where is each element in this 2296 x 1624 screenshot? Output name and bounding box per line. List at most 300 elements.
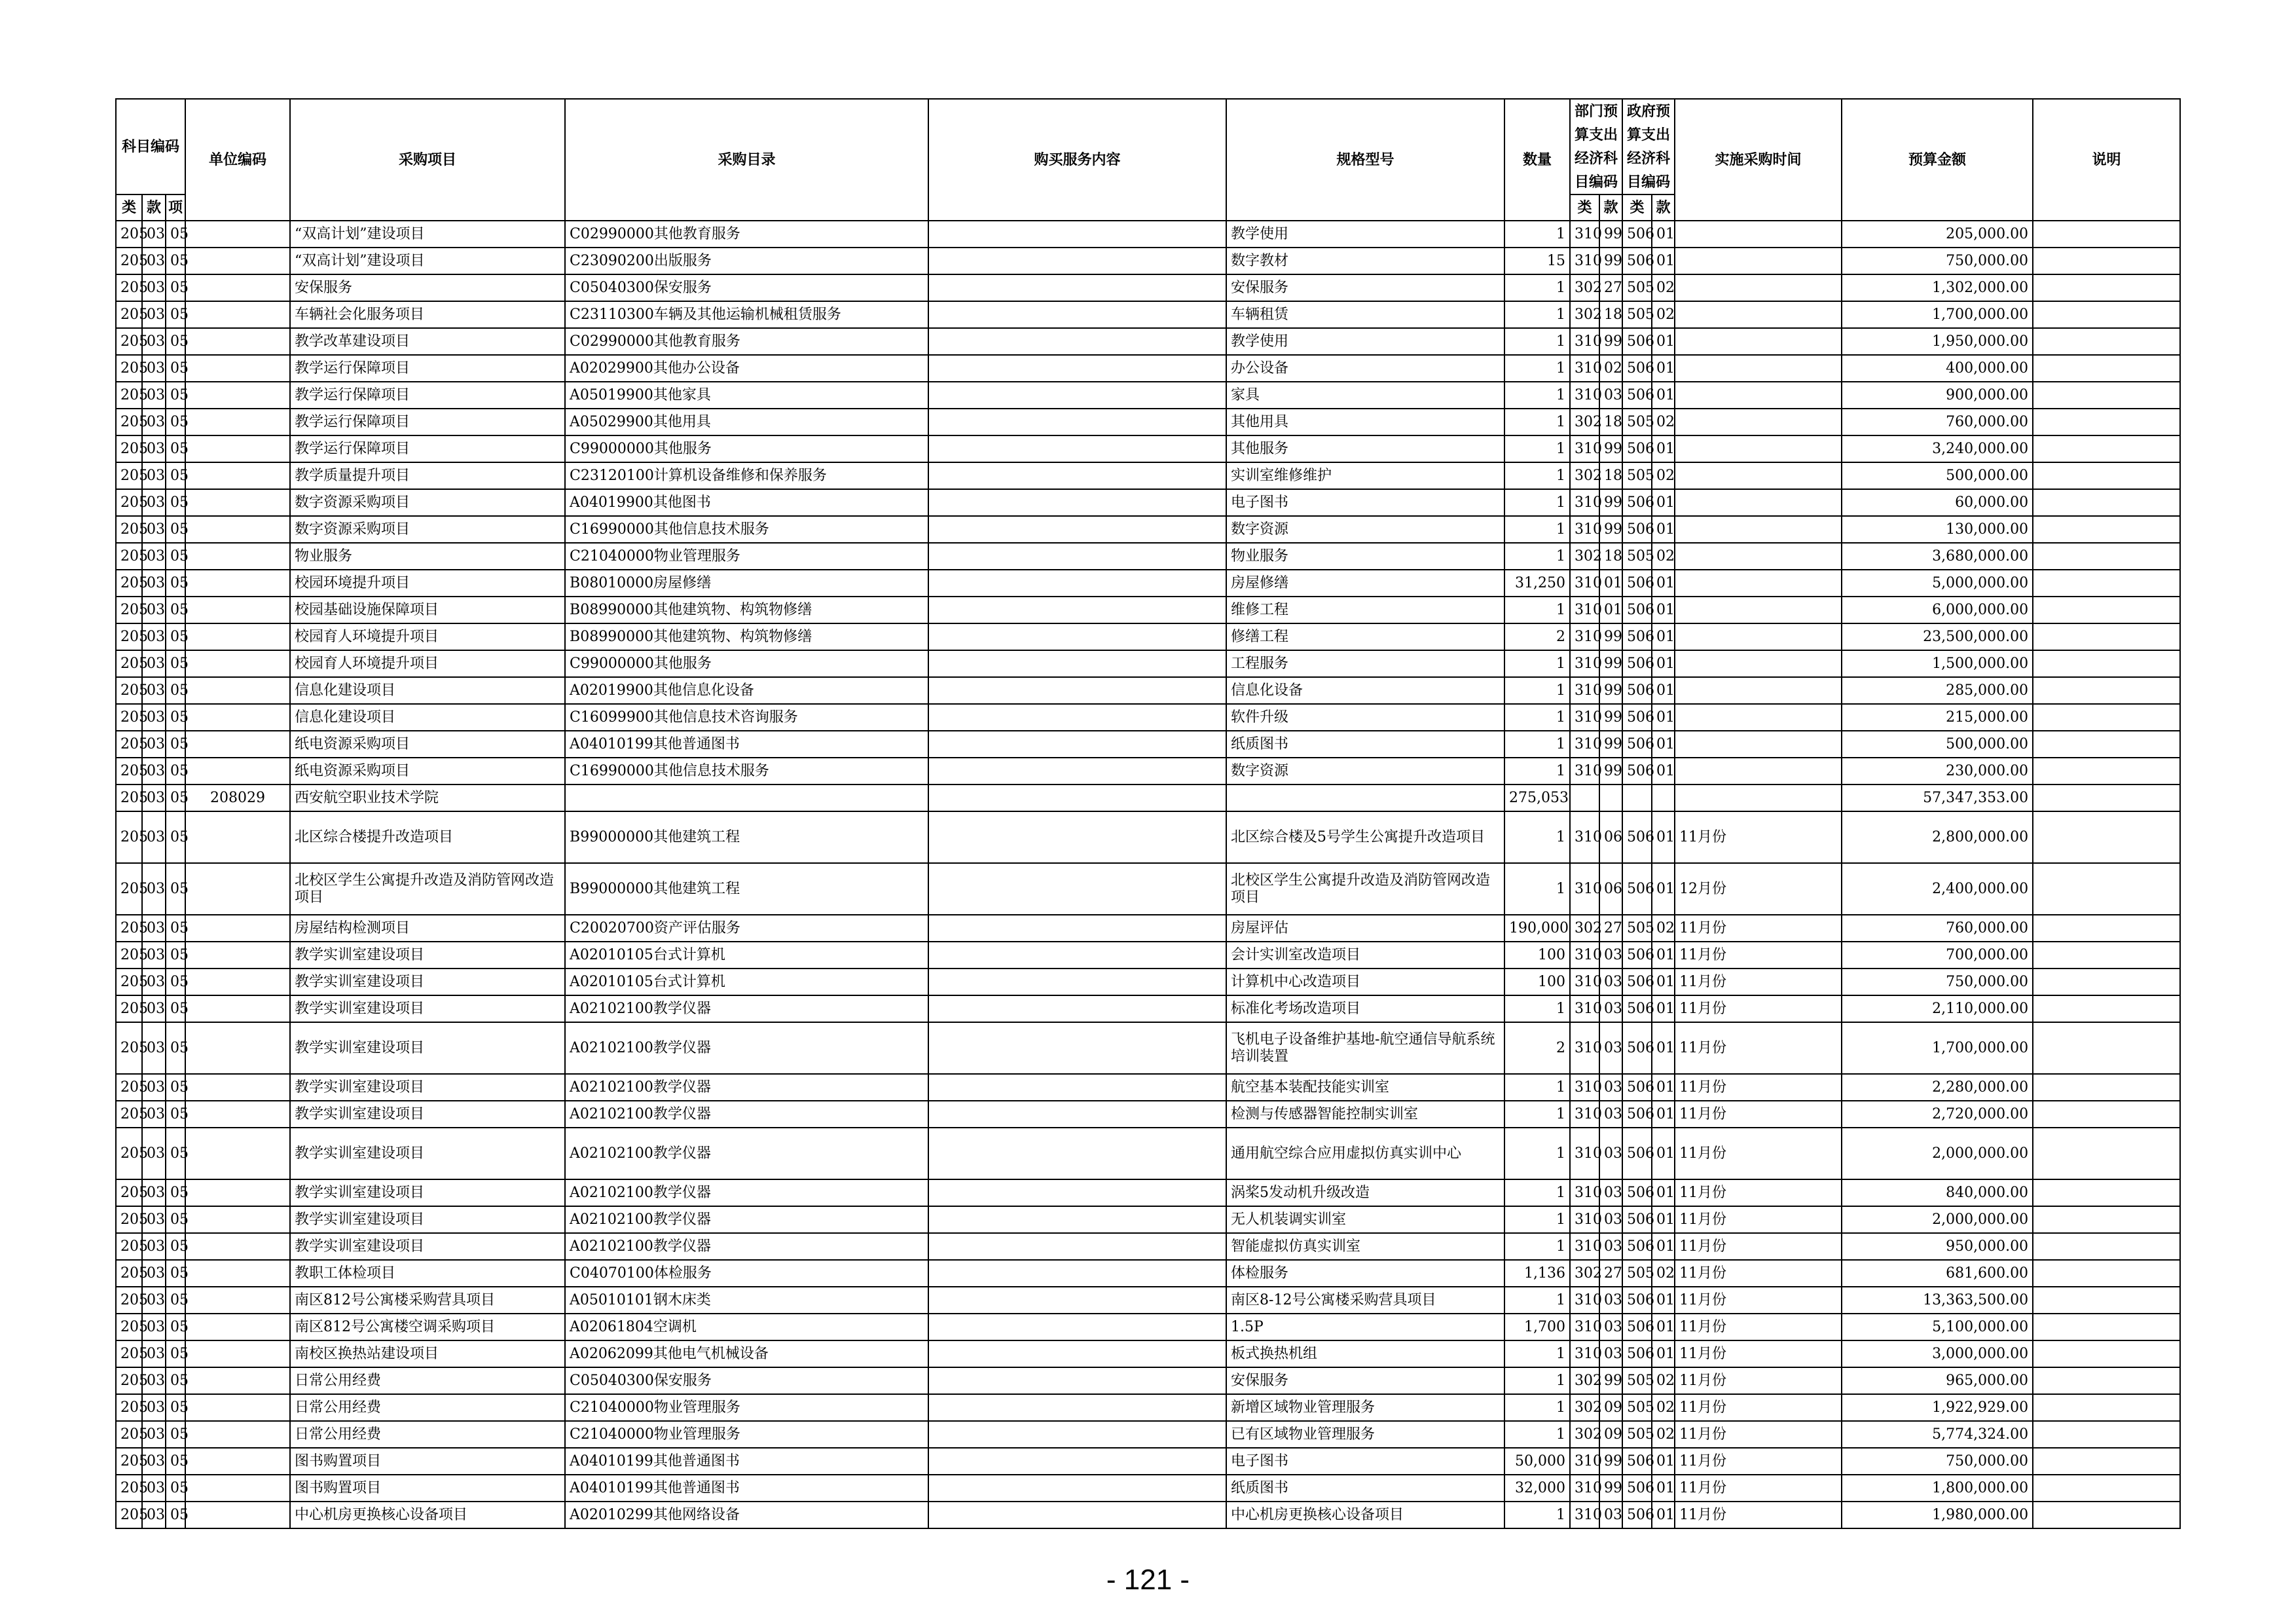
cell-qty: 1 [1504,1502,1570,1528]
cell-qty: 1 [1504,328,1570,355]
header-xiang: 项 [166,194,185,221]
cell-gov-kuan: 01 [1652,435,1675,462]
cell-gov-lei: 506 [1622,942,1652,969]
table-row [116,462,2180,489]
cell-dept-kuan: 99 [1599,1367,1622,1394]
cell-qty: 1 [1504,1179,1570,1206]
cell-note [2033,489,2180,516]
cell-service [928,1074,1226,1101]
cell-dept-lei [1570,784,1599,811]
cell-gov-kuan: 02 [1652,915,1675,942]
cell-catalog: B08990000其他建筑物、构筑物修缮 [565,623,928,650]
cell-qty: 1 [1504,409,1570,435]
cell-note [2033,863,2180,915]
cell-kuan: 03 [142,248,166,274]
cell-gov-kuan: 01 [1652,863,1675,915]
cell-unit-code [185,462,290,489]
cell-note [2033,758,2180,784]
header-spec: 规格型号 [1226,99,1504,221]
cell-dept-kuan: 09 [1599,1421,1622,1448]
cell-unit-code [185,1475,290,1502]
cell-service [928,650,1226,677]
cell-qty: 1 [1504,731,1570,758]
cell-catalog: B08990000其他建筑物、构筑物修缮 [565,597,928,623]
cell-xiang: 05 [166,1448,185,1475]
cell-project: 教学改革建设项目 [290,328,565,355]
cell-project: 北区综合楼提升改造项目 [290,811,565,863]
cell-dept-lei: 310 [1570,382,1599,409]
cell-gov-lei: 506 [1622,1287,1652,1314]
cell-time [1675,248,1842,274]
cell-project: 北校区学生公寓提升改造及消防管网改造项目 [290,863,565,915]
cell-lei: 205 [116,1340,142,1367]
table-row [116,1128,2180,1179]
cell-xiang: 05 [166,1340,185,1367]
cell-unit-code [185,1367,290,1394]
cell-note [2033,623,2180,650]
table-row [116,863,2180,915]
cell-service [928,570,1226,597]
cell-lei: 205 [116,677,142,704]
cell-gov-lei: 505 [1622,409,1652,435]
cell-note [2033,1314,2180,1340]
cell-gov-kuan: 02 [1652,1367,1675,1394]
cell-dept-lei: 310 [1570,355,1599,382]
cell-unit-code [185,704,290,731]
cell-qty: 1 [1504,1128,1570,1179]
cell-unit-code [185,995,290,1022]
cell-xiang: 05 [166,516,185,543]
cell-spec: 板式换热机组 [1226,1340,1504,1367]
cell-xiang: 05 [166,623,185,650]
cell-dept-kuan: 99 [1599,650,1622,677]
cell-dept-lei: 310 [1570,677,1599,704]
header-gov-kuan: 款 [1652,194,1675,221]
cell-unit-code [185,221,290,248]
cell-service [928,1233,1226,1260]
cell-amount: 2,110,000.00 [1842,995,2033,1022]
cell-amount: 2,800,000.00 [1842,811,2033,863]
cell-project: 安保服务 [290,274,565,301]
cell-project: 纸电资源采购项目 [290,731,565,758]
cell-amount: 500,000.00 [1842,731,2033,758]
cell-project: 校园育人环境提升项目 [290,650,565,677]
cell-spec [1226,784,1504,811]
cell-project: 教学实训室建设项目 [290,969,565,995]
cell-service [928,1206,1226,1233]
cell-time: 11月份 [1675,1367,1842,1394]
cell-time: 11月份 [1675,1101,1842,1128]
cell-lei: 205 [116,1260,142,1287]
header-project: 采购项目 [290,99,565,221]
cell-service [928,1448,1226,1475]
cell-dept-lei: 310 [1570,731,1599,758]
cell-kuan: 03 [142,1421,166,1448]
cell-spec: 安保服务 [1226,274,1504,301]
cell-qty: 15 [1504,248,1570,274]
cell-catalog: C21040000物业管理服务 [565,1421,928,1448]
cell-time: 11月份 [1675,1206,1842,1233]
table-row [116,995,2180,1022]
cell-gov-lei: 506 [1622,1128,1652,1179]
cell-amount: 2,720,000.00 [1842,1101,2033,1128]
cell-note [2033,597,2180,623]
cell-catalog: A02019900其他信息化设备 [565,677,928,704]
cell-qty: 32,000 [1504,1475,1570,1502]
cell-service [928,969,1226,995]
cell-spec: 会计实训室改造项目 [1226,942,1504,969]
cell-xiang: 05 [166,597,185,623]
cell-qty: 1 [1504,1287,1570,1314]
cell-catalog: B08010000房屋修缮 [565,570,928,597]
cell-catalog: C16990000其他信息技术服务 [565,516,928,543]
cell-gov-lei: 506 [1622,1448,1652,1475]
cell-gov-lei: 506 [1622,382,1652,409]
cell-project: 教学运行保障项目 [290,435,565,462]
cell-spec: 数字资源 [1226,758,1504,784]
cell-unit-code [185,969,290,995]
cell-catalog: A02010299其他网络设备 [565,1502,928,1528]
cell-xiang: 05 [166,1475,185,1502]
cell-catalog: A04010199其他普通图书 [565,1475,928,1502]
cell-spec: 维修工程 [1226,597,1504,623]
cell-lei: 205 [116,516,142,543]
cell-spec: 其他用具 [1226,409,1504,435]
cell-dept-kuan: 99 [1599,435,1622,462]
cell-dept-kuan: 03 [1599,1101,1622,1128]
cell-xiang: 05 [166,731,185,758]
cell-time [1675,543,1842,570]
cell-lei: 205 [116,995,142,1022]
cell-xiang: 05 [166,301,185,328]
cell-unit-code [185,301,290,328]
cell-spec: 北区综合楼及5号学生公寓提升改造项目 [1226,811,1504,863]
cell-service [928,995,1226,1022]
cell-unit-code [185,811,290,863]
cell-note [2033,995,2180,1022]
table-row [116,1394,2180,1421]
cell-gov-kuan: 01 [1652,1314,1675,1340]
cell-xiang: 05 [166,942,185,969]
cell-kuan: 03 [142,942,166,969]
cell-qty: 1 [1504,435,1570,462]
cell-gov-lei: 506 [1622,863,1652,915]
cell-lei: 205 [116,248,142,274]
cell-note [2033,1206,2180,1233]
cell-gov-lei: 505 [1622,1367,1652,1394]
cell-project: “双高计划”建设项目 [290,248,565,274]
cell-lei: 205 [116,221,142,248]
cell-catalog: C05040300保安服务 [565,274,928,301]
cell-lei: 205 [116,1448,142,1475]
cell-spec: 房屋评估 [1226,915,1504,942]
cell-kuan: 03 [142,1179,166,1206]
cell-unit-code [185,597,290,623]
cell-gov-kuan: 02 [1652,1394,1675,1421]
cell-kuan: 03 [142,1287,166,1314]
cell-gov-lei: 506 [1622,489,1652,516]
cell-catalog: A02102100教学仪器 [565,995,928,1022]
cell-qty: 1 [1504,1233,1570,1260]
table-row [116,301,2180,328]
cell-dept-kuan: 18 [1599,462,1622,489]
cell-dept-lei: 302 [1570,462,1599,489]
table-row [116,1022,2180,1074]
cell-dept-lei: 310 [1570,221,1599,248]
cell-project: 教学运行保障项目 [290,355,565,382]
cell-dept-lei: 310 [1570,570,1599,597]
cell-unit-code [185,731,290,758]
cell-amount: 1,922,929.00 [1842,1394,2033,1421]
cell-gov-kuan: 01 [1652,942,1675,969]
cell-qty: 1 [1504,1367,1570,1394]
cell-kuan: 03 [142,570,166,597]
cell-project: 教学实训室建设项目 [290,995,565,1022]
cell-dept-kuan: 18 [1599,543,1622,570]
cell-gov-lei: 506 [1622,435,1652,462]
cell-lei: 205 [116,543,142,570]
cell-dept-lei: 302 [1570,1394,1599,1421]
cell-qty: 50,000 [1504,1448,1570,1475]
cell-lei: 205 [116,462,142,489]
cell-gov-lei: 505 [1622,915,1652,942]
cell-lei: 205 [116,650,142,677]
cell-lei: 205 [116,355,142,382]
cell-dept-lei: 310 [1570,597,1599,623]
cell-gov-lei: 505 [1622,1260,1652,1287]
cell-kuan: 03 [142,677,166,704]
cell-lei: 205 [116,969,142,995]
cell-gov-kuan [1652,784,1675,811]
cell-unit-code [185,758,290,784]
cell-unit-code [185,1502,290,1528]
cell-kuan: 03 [142,1475,166,1502]
cell-dept-kuan: 99 [1599,758,1622,784]
cell-qty: 1 [1504,1074,1570,1101]
cell-unit-code [185,650,290,677]
cell-gov-kuan: 01 [1652,1128,1675,1179]
cell-gov-kuan: 01 [1652,811,1675,863]
cell-gov-lei: 506 [1622,1314,1652,1340]
cell-dept-lei: 302 [1570,409,1599,435]
cell-kuan: 03 [142,1502,166,1528]
cell-qty: 1 [1504,995,1570,1022]
cell-dept-kuan: 03 [1599,942,1622,969]
cell-amount: 60,000.00 [1842,489,2033,516]
cell-catalog: C99000000其他服务 [565,650,928,677]
cell-note [2033,811,2180,863]
cell-catalog: A02010105台式计算机 [565,942,928,969]
cell-dept-lei: 310 [1570,1101,1599,1128]
cell-dept-kuan: 03 [1599,1022,1622,1074]
cell-gov-lei: 506 [1622,1502,1652,1528]
cell-project: 车辆社会化服务项目 [290,301,565,328]
cell-xiang: 05 [166,355,185,382]
cell-dept-lei: 302 [1570,1421,1599,1448]
cell-amount: 750,000.00 [1842,248,2033,274]
cell-lei: 205 [116,1128,142,1179]
cell-gov-kuan: 01 [1652,1448,1675,1475]
cell-kuan: 03 [142,969,166,995]
header-time: 实施采购时间 [1675,99,1842,221]
cell-xiang: 05 [166,650,185,677]
cell-dept-lei: 310 [1570,1314,1599,1340]
table-row [116,543,2180,570]
cell-time [1675,623,1842,650]
table-row [116,1101,2180,1128]
cell-lei: 205 [116,1287,142,1314]
cell-project: 西安航空职业技术学院 [290,784,565,811]
cell-amount: 681,600.00 [1842,1260,2033,1287]
table-row [116,1421,2180,1448]
cell-time: 11月份 [1675,1421,1842,1448]
header-service: 购买服务内容 [928,99,1226,221]
table-row [116,915,2180,942]
cell-kuan: 03 [142,1448,166,1475]
cell-spec: 纸质图书 [1226,1475,1504,1502]
cell-gov-kuan: 01 [1652,516,1675,543]
cell-xiang: 05 [166,1287,185,1314]
table-row [116,969,2180,995]
cell-dept-lei: 310 [1570,623,1599,650]
table-row [116,677,2180,704]
cell-qty: 1,136 [1504,1260,1570,1287]
cell-catalog: C04070100体检服务 [565,1260,928,1287]
cell-xiang: 05 [166,1101,185,1128]
cell-amount: 840,000.00 [1842,1179,2033,1206]
cell-xiang: 05 [166,1421,185,1448]
cell-gov-lei: 505 [1622,1421,1652,1448]
cell-xiang: 05 [166,248,185,274]
cell-note [2033,1287,2180,1314]
cell-spec: 通用航空综合应用虚拟仿真实训中心 [1226,1128,1504,1179]
cell-gov-kuan: 01 [1652,248,1675,274]
cell-project: 纸电资源采购项目 [290,758,565,784]
cell-note [2033,704,2180,731]
cell-gov-lei: 506 [1622,995,1652,1022]
cell-unit-code [185,1421,290,1448]
cell-gov-lei: 506 [1622,516,1652,543]
cell-lei: 205 [116,274,142,301]
table-row [116,221,2180,248]
cell-time [1675,704,1842,731]
cell-catalog: A02102100教学仪器 [565,1074,928,1101]
cell-gov-kuan: 02 [1652,462,1675,489]
cell-spec: 修缮工程 [1226,623,1504,650]
cell-project: 南区812号公寓楼空调采购项目 [290,1314,565,1340]
cell-qty: 1 [1504,1421,1570,1448]
cell-gov-lei: 506 [1622,811,1652,863]
cell-amount: 500,000.00 [1842,462,2033,489]
cell-service [928,677,1226,704]
cell-dept-kuan: 03 [1599,969,1622,995]
cell-spec: 教学使用 [1226,221,1504,248]
cell-unit-code [185,1074,290,1101]
cell-unit-code [185,382,290,409]
cell-spec: 飞机电子设备维护基地-航空通信导航系统培训装置 [1226,1022,1504,1074]
table-row [116,328,2180,355]
cell-time [1675,650,1842,677]
cell-note [2033,650,2180,677]
cell-note [2033,1340,2180,1367]
table-row [116,942,2180,969]
cell-lei: 205 [116,382,142,409]
cell-project: 教学实训室建设项目 [290,1022,565,1074]
cell-lei: 205 [116,1101,142,1128]
cell-gov-kuan: 02 [1652,1260,1675,1287]
cell-dept-lei: 302 [1570,1260,1599,1287]
cell-dept-kuan: 03 [1599,1074,1622,1101]
table-row [116,516,2180,543]
cell-lei: 205 [116,758,142,784]
table-row [116,650,2180,677]
cell-dept-lei: 310 [1570,1287,1599,1314]
table-row [116,1502,2180,1528]
cell-lei: 205 [116,915,142,942]
cell-note [2033,355,2180,382]
cell-dept-kuan: 03 [1599,1340,1622,1367]
cell-service [928,516,1226,543]
cell-time: 11月份 [1675,1260,1842,1287]
cell-dept-kuan: 99 [1599,704,1622,731]
cell-catalog: C23110300车辆及其他运输机械租赁服务 [565,301,928,328]
cell-lei: 205 [116,328,142,355]
cell-lei: 205 [116,731,142,758]
cell-service [928,1128,1226,1179]
table-row [116,704,2180,731]
cell-service [928,704,1226,731]
cell-catalog: C99000000其他服务 [565,435,928,462]
cell-amount: 1,950,000.00 [1842,328,2033,355]
table-row [116,731,2180,758]
cell-amount: 750,000.00 [1842,1448,2033,1475]
cell-amount: 5,000,000.00 [1842,570,2033,597]
cell-kuan: 03 [142,328,166,355]
cell-dept-kuan [1599,784,1622,811]
cell-project: 南校区换热站建设项目 [290,1340,565,1367]
cell-kuan: 03 [142,784,166,811]
cell-lei: 205 [116,570,142,597]
cell-amount: 230,000.00 [1842,758,2033,784]
cell-lei: 205 [116,489,142,516]
cell-qty: 100 [1504,942,1570,969]
cell-gov-kuan: 01 [1652,1233,1675,1260]
table-row [116,784,2180,811]
cell-catalog: A02102100教学仪器 [565,1128,928,1179]
table-row [116,811,2180,863]
cell-dept-kuan: 99 [1599,516,1622,543]
cell-unit-code [185,543,290,570]
cell-note [2033,274,2180,301]
cell-amount: 2,280,000.00 [1842,1074,2033,1101]
table-row [116,1340,2180,1367]
cell-note [2033,248,2180,274]
cell-note [2033,1260,2180,1287]
cell-unit-code [185,1206,290,1233]
cell-gov-lei: 506 [1622,355,1652,382]
cell-catalog: A02102100教学仪器 [565,1179,928,1206]
cell-xiang: 05 [166,1314,185,1340]
cell-lei: 205 [116,704,142,731]
cell-dept-kuan: 03 [1599,1314,1622,1340]
cell-xiang: 05 [166,221,185,248]
cell-kuan: 03 [142,462,166,489]
cell-catalog: C21040000物业管理服务 [565,543,928,570]
cell-amount: 965,000.00 [1842,1367,2033,1394]
cell-xiang: 05 [166,677,185,704]
cell-dept-kuan: 99 [1599,623,1622,650]
cell-project: 教学运行保障项目 [290,409,565,435]
